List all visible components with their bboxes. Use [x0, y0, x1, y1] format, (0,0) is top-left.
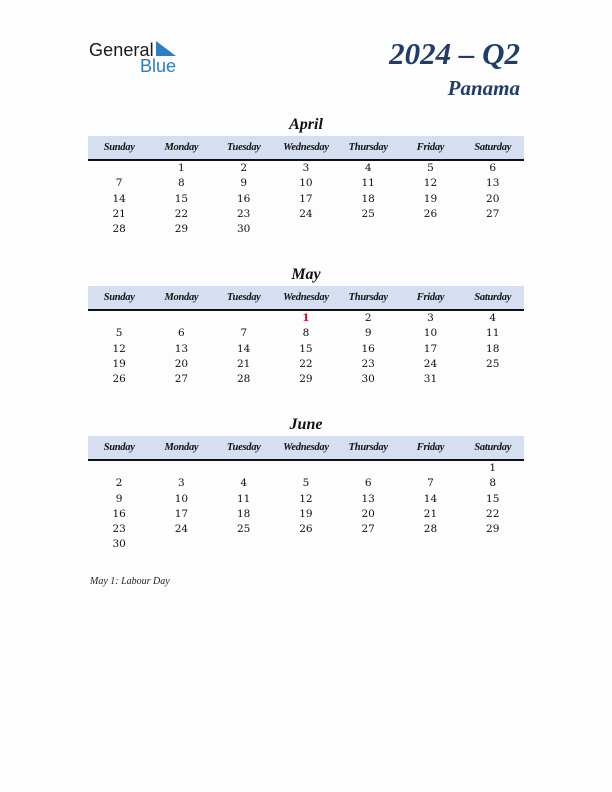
- day-cell: 19: [299, 507, 313, 520]
- weekday-label: Friday: [416, 442, 445, 453]
- day-cell: [150, 461, 212, 476]
- weekday-label: Friday: [416, 292, 445, 303]
- logo-blue-text: Blue: [140, 56, 177, 76]
- day-cell: 2: [240, 162, 247, 174]
- weekday-label: Sunday: [103, 292, 135, 303]
- day-cell: 27: [486, 207, 500, 220]
- day-cell: [275, 222, 337, 237]
- day-cell: 12: [423, 177, 438, 190]
- day-cell: 26: [112, 373, 126, 386]
- day-cell: 25: [236, 523, 251, 536]
- day-cell: 4: [364, 162, 372, 174]
- day-cell: 16: [236, 192, 251, 205]
- day-cell: 26: [299, 523, 313, 536]
- month-calendar-may: [88, 265, 524, 387]
- week-row: [88, 161, 524, 176]
- day-cell: 28: [236, 373, 251, 386]
- week-row: [88, 522, 524, 537]
- day-cell: 24: [299, 207, 313, 220]
- logo-general-text: General: [89, 40, 154, 60]
- day-cell: 18: [236, 507, 251, 520]
- logo-triangle-icon: [156, 41, 176, 56]
- day-cell: 3: [302, 162, 310, 174]
- country-name: Panama: [447, 76, 520, 100]
- month-calendar-april: [88, 115, 524, 237]
- day-cell: [337, 537, 399, 552]
- day-cell: [462, 372, 524, 387]
- weekday-label: Friday: [416, 142, 445, 153]
- day-cell: 25: [486, 357, 500, 370]
- day-cell: 10: [174, 492, 189, 505]
- day-cell: [275, 537, 337, 552]
- month-name: May: [291, 266, 321, 283]
- weekday-label: Sunday: [103, 142, 135, 153]
- day-cell: 30: [361, 373, 375, 386]
- day-cell: [213, 311, 275, 326]
- day-cell: 21: [423, 507, 438, 520]
- week-row: [88, 311, 524, 326]
- day-cell: 15: [299, 342, 313, 355]
- day-cell: 29: [299, 373, 313, 386]
- day-cell: [337, 222, 399, 237]
- weekday-label: Monday: [164, 442, 199, 453]
- page-title: 2024 – Q2: [389, 36, 520, 71]
- day-cell: 20: [361, 507, 375, 520]
- day-cell: 5: [302, 477, 310, 490]
- logo: [89, 40, 189, 76]
- day-cell: 28: [112, 223, 126, 236]
- day-cell: 30: [236, 223, 251, 236]
- day-cell: 13: [174, 342, 189, 355]
- month-name: June: [289, 416, 323, 433]
- day-cell: 7: [240, 327, 247, 340]
- day-cell: [462, 222, 524, 237]
- day-cell: 13: [361, 492, 375, 505]
- day-cell: 31: [423, 373, 438, 386]
- day-cell: 6: [364, 477, 372, 490]
- day-cell: [88, 461, 150, 476]
- weekday-label: Tuesday: [226, 442, 261, 453]
- week-row: [88, 476, 524, 491]
- week-row: [88, 192, 524, 207]
- day-cell: 3: [427, 312, 434, 324]
- day-cell: 18: [361, 192, 375, 205]
- week-row: [88, 326, 524, 341]
- day-cell: 22: [174, 207, 189, 220]
- day-cell: 16: [112, 507, 126, 520]
- weekday-label: Thursday: [348, 142, 388, 153]
- day-cell: 7: [427, 477, 434, 490]
- day-cell: [275, 461, 337, 476]
- weekday-header: [88, 286, 524, 311]
- day-cell: 29: [174, 223, 189, 236]
- weekday-label: Thursday: [348, 442, 388, 453]
- day-cell: [399, 222, 461, 237]
- day-cell: 30: [112, 538, 126, 551]
- day-cell: 23: [361, 357, 375, 370]
- day-cell: 18: [486, 342, 500, 355]
- day-cell: 29: [486, 523, 500, 536]
- week-row: [88, 372, 524, 387]
- day-cell: 27: [361, 523, 375, 536]
- holiday-note: May 1: Labour Day: [90, 576, 170, 587]
- day-cell: 24: [423, 357, 438, 370]
- day-cell: 5: [427, 162, 434, 174]
- day-cell: 1: [489, 462, 497, 474]
- weekday-label: Wednesday: [283, 142, 329, 153]
- month-calendar-june: [88, 415, 524, 553]
- day-cell: [399, 537, 461, 552]
- day-cell: 2: [115, 477, 123, 490]
- week-row: [88, 461, 524, 476]
- day-cell: 15: [486, 492, 500, 505]
- day-cell: [88, 311, 150, 326]
- day-cell: 19: [423, 192, 438, 205]
- day-cell: 9: [240, 177, 247, 190]
- day-cell: [213, 461, 275, 476]
- day-cell: 23: [236, 207, 251, 220]
- weekday-label: Saturday: [474, 292, 512, 303]
- day-cell: 14: [236, 342, 251, 355]
- day-cell: 19: [112, 357, 126, 370]
- day-cell: [213, 537, 275, 552]
- week-row: [88, 492, 524, 507]
- day-cell: [399, 461, 461, 476]
- day-cell: 24: [174, 523, 189, 536]
- day-cell: 10: [299, 177, 313, 190]
- day-cell: 23: [112, 523, 126, 536]
- week-row: [88, 507, 524, 522]
- day-cell: 21: [236, 357, 251, 370]
- day-cell: 27: [174, 373, 189, 386]
- day-cell: 11: [236, 492, 251, 505]
- weekday-label: Saturday: [474, 142, 512, 153]
- week-row: [88, 222, 524, 237]
- day-cell: 9: [115, 492, 123, 505]
- day-cell: 4: [240, 477, 247, 490]
- day-cell: 11: [486, 327, 500, 340]
- day-cell: [88, 161, 150, 176]
- weekday-label: Tuesday: [226, 142, 261, 153]
- day-cell: 11: [361, 177, 375, 190]
- day-cell: 28: [423, 523, 438, 536]
- day-cell: 22: [299, 357, 313, 370]
- day-cell: 20: [174, 357, 189, 370]
- day-cell: 16: [361, 342, 375, 355]
- day-cell: 10: [423, 327, 438, 340]
- day-cell: 22: [486, 507, 500, 520]
- day-cell: 13: [486, 177, 500, 190]
- day-cell: [337, 461, 399, 476]
- week-row: [88, 357, 524, 372]
- weekday-label: Monday: [164, 292, 199, 303]
- day-cell: 5: [115, 327, 123, 340]
- day-cell: 25: [361, 207, 375, 220]
- day-cell: 8: [302, 327, 310, 340]
- day-cell: [462, 537, 524, 552]
- day-cell: 12: [112, 342, 126, 355]
- day-cell: 20: [486, 192, 500, 205]
- weekday-label: Sunday: [103, 442, 135, 453]
- week-row: [88, 537, 524, 552]
- day-cell: 21: [112, 207, 126, 220]
- weekday-header: [88, 436, 524, 461]
- weekday-label: Monday: [164, 142, 199, 153]
- day-cell: 14: [423, 492, 438, 505]
- day-cell: 15: [174, 192, 189, 205]
- day-cell: 1: [178, 162, 185, 174]
- day-cell: 1: [302, 312, 310, 324]
- week-row: [88, 342, 524, 357]
- month-name: April: [289, 116, 323, 133]
- weekday-label: Wednesday: [283, 292, 329, 303]
- day-cell: 17: [174, 507, 189, 520]
- weekday-label: Saturday: [474, 442, 512, 453]
- day-cell: [150, 537, 212, 552]
- day-cell: 17: [299, 192, 313, 205]
- day-cell: 7: [115, 177, 123, 190]
- day-cell: 2: [364, 312, 372, 324]
- day-cell: 6: [178, 327, 185, 340]
- weekday-label: Wednesday: [283, 442, 329, 453]
- day-cell: 8: [178, 177, 185, 190]
- weekday-label: Thursday: [348, 292, 388, 303]
- day-cell: 14: [112, 192, 126, 205]
- week-row: [88, 207, 524, 222]
- day-cell: 3: [178, 477, 185, 490]
- day-cell: 8: [489, 477, 497, 490]
- week-row: [88, 176, 524, 191]
- day-cell: 9: [364, 327, 372, 340]
- day-cell: 12: [299, 492, 313, 505]
- day-cell: 6: [489, 162, 497, 174]
- day-cell: 26: [423, 207, 438, 220]
- weekday-header: [88, 136, 524, 161]
- weekday-label: Tuesday: [226, 292, 261, 303]
- day-cell: 4: [489, 312, 497, 324]
- day-cell: 17: [423, 342, 438, 355]
- day-cell: [150, 311, 212, 326]
